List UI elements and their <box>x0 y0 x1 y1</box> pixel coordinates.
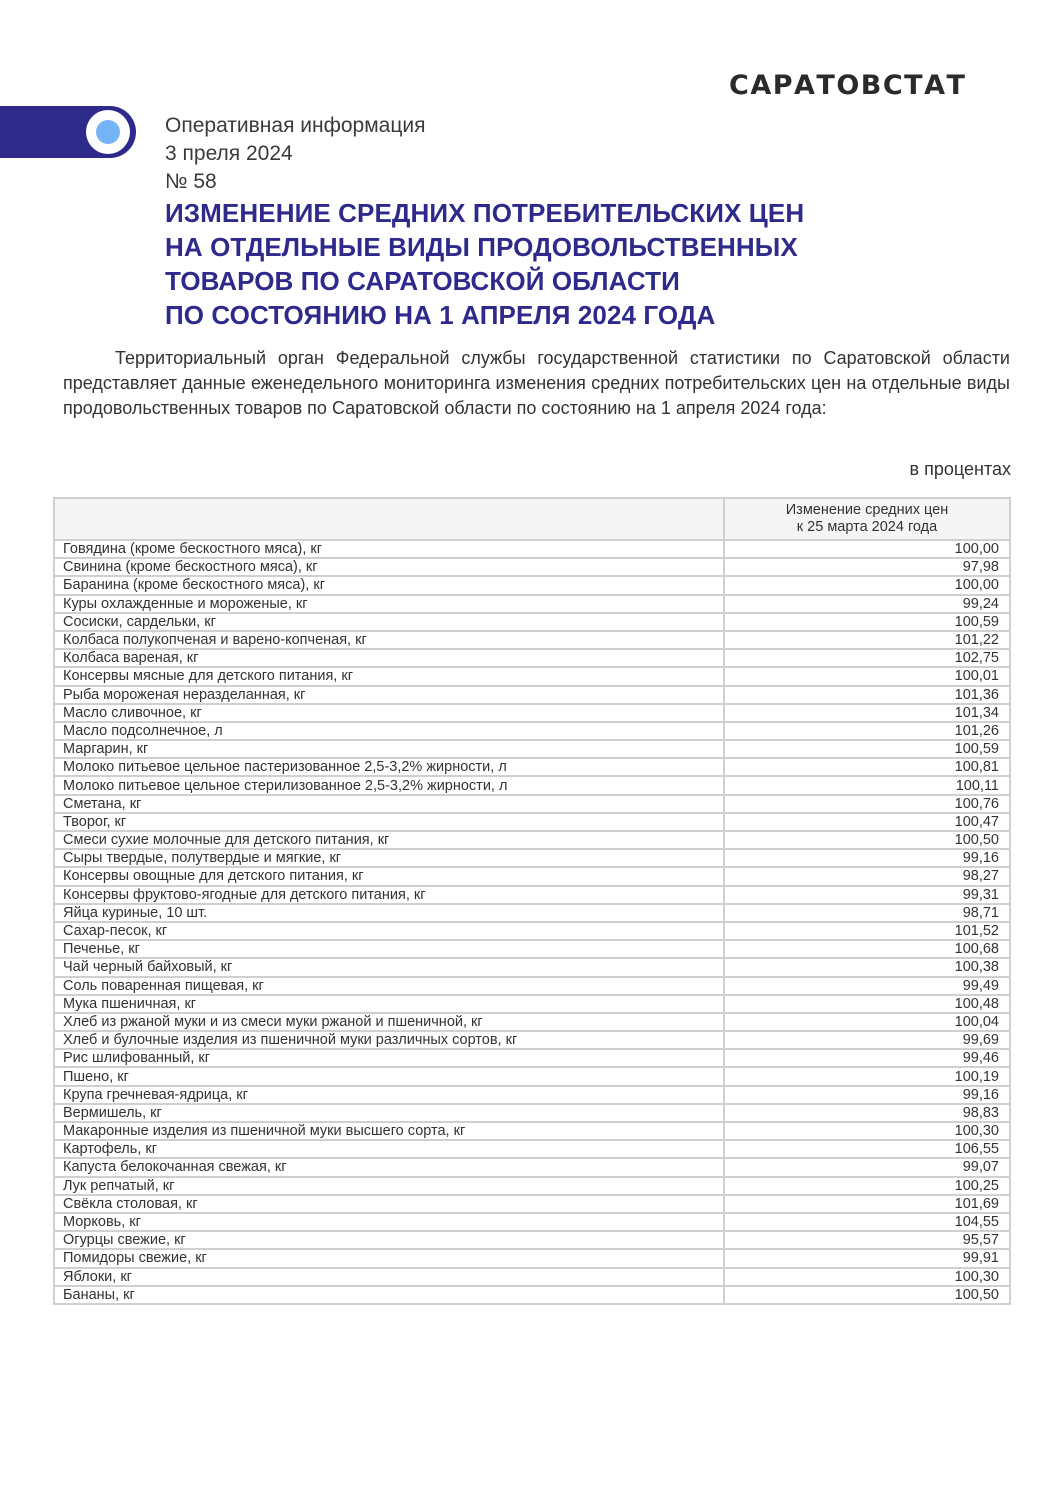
table-row <box>54 540 1010 558</box>
price-change-value: 99,91 <box>724 1249 1010 1267</box>
product-name: Рыба мороженая неразделанная, кг <box>54 686 724 704</box>
product-name: Свинина (кроме бескостного мяса), кг <box>54 558 724 576</box>
table-row <box>54 667 1010 685</box>
table-row <box>54 613 1010 631</box>
table-row <box>54 795 1010 813</box>
table-row <box>54 1286 1010 1304</box>
price-change-value: 104,55 <box>724 1213 1010 1231</box>
product-name: Колбаса вареная, кг <box>54 649 724 667</box>
product-name: Хлеб и булочные изделия из пшеничной муки различных сортов, кг <box>54 1031 724 1049</box>
table-row <box>54 922 1010 940</box>
product-name: Крупа гречневая-ядрица, кг <box>54 1086 724 1104</box>
price-change-value: 100,30 <box>724 1268 1010 1286</box>
table-row <box>54 1049 1010 1067</box>
table-row <box>54 886 1010 904</box>
price-change-value: 101,26 <box>724 722 1010 740</box>
table-row <box>54 1158 1010 1176</box>
price-change-value: 100,00 <box>724 540 1010 558</box>
price-change-value: 99,49 <box>724 977 1010 995</box>
document-kind: Оперативная информация <box>165 114 426 137</box>
product-name: Сахар-песок, кг <box>54 922 724 940</box>
price-change-value: 100,47 <box>724 813 1010 831</box>
product-name: Печенье, кг <box>54 940 724 958</box>
title-line: ТОВАРОВ ПО САРАТОВСКОЙ ОБЛАСТИ <box>165 266 680 296</box>
price-change-value: 97,98 <box>724 558 1010 576</box>
price-change-value: 101,52 <box>724 922 1010 940</box>
price-change-value: 100,25 <box>724 1177 1010 1195</box>
price-change-value: 100,04 <box>724 1013 1010 1031</box>
price-change-value: 99,07 <box>724 1158 1010 1176</box>
price-change-value: 100,30 <box>724 1122 1010 1140</box>
table-row <box>54 813 1010 831</box>
product-name: Лук репчатый, кг <box>54 1177 724 1195</box>
table-row <box>54 595 1010 613</box>
intro-paragraph <box>63 346 1010 421</box>
product-name: Рис шлифованный, кг <box>54 1049 724 1067</box>
table-row <box>54 1195 1010 1213</box>
price-change-value: 99,16 <box>724 849 1010 867</box>
price-change-value: 101,34 <box>724 704 1010 722</box>
table-row <box>54 558 1010 576</box>
product-name: Смеси сухие молочные для детского питания, кг <box>54 831 724 849</box>
product-name: Морковь, кг <box>54 1213 724 1231</box>
product-name: Помидоры свежие, кг <box>54 1249 724 1267</box>
table-row <box>54 740 1010 758</box>
table-row <box>54 722 1010 740</box>
product-name: Соль поваренная пищевая, кг <box>54 977 724 995</box>
intro-text: Территориальный орган Федеральной службы государственной статистики по Саратовской области представляет данные еженедельного мониторинга изменения средних потребительских цен на отдельные виды продовольственных товаров по Саратовской области по состоянию на 1 апреля 2024 года: <box>63 348 1010 418</box>
table-row <box>54 904 1010 922</box>
table-row <box>54 1013 1010 1031</box>
table-row <box>54 758 1010 776</box>
table-row <box>54 977 1010 995</box>
product-name: Макаронные изделия из пшеничной муки высшего сорта, кг <box>54 1122 724 1140</box>
price-change-value: 100,50 <box>724 1286 1010 1304</box>
product-name: Консервы фруктово-ягодные для детского питания, кг <box>54 886 724 904</box>
price-change-value: 100,50 <box>724 831 1010 849</box>
price-change-value: 100,38 <box>724 958 1010 976</box>
table-row <box>54 1031 1010 1049</box>
table-row <box>54 649 1010 667</box>
product-name: Говядина (кроме бескостного мяса), кг <box>54 540 724 558</box>
table-row <box>54 849 1010 867</box>
table-row <box>54 776 1010 794</box>
brand-logo-text: САРАТОВСТАТ <box>729 70 967 101</box>
product-name: Масло сливочное, кг <box>54 704 724 722</box>
product-name: Огурцы свежие, кг <box>54 1231 724 1249</box>
price-change-value: 100,01 <box>724 667 1010 685</box>
price-change-value: 100,11 <box>724 776 1010 794</box>
price-change-value: 100,48 <box>724 995 1010 1013</box>
product-name: Сметана, кг <box>54 795 724 813</box>
product-name: Вермишель, кг <box>54 1104 724 1122</box>
unit-note: в процентах <box>909 459 1011 479</box>
table-row <box>54 1140 1010 1158</box>
table-row <box>54 1231 1010 1249</box>
table-row <box>54 631 1010 649</box>
product-name: Творог, кг <box>54 813 724 831</box>
product-name: Пшено, кг <box>54 1067 724 1085</box>
table-header-row <box>54 498 1010 540</box>
title-line: ИЗМЕНЕНИЕ СРЕДНИХ ПОТРЕБИТЕЛЬСКИХ ЦЕН <box>165 198 805 228</box>
header-change-line2: к 25 марта 2024 года <box>796 519 938 535</box>
table-row <box>54 958 1010 976</box>
table-row <box>54 1086 1010 1104</box>
price-change-value: 101,69 <box>724 1195 1010 1213</box>
table-row <box>54 1104 1010 1122</box>
table-body <box>54 540 1010 1304</box>
price-change-value: 100,19 <box>724 1067 1010 1085</box>
price-change-value: 99,69 <box>724 1031 1010 1049</box>
table-row <box>54 995 1010 1013</box>
table-row <box>54 1122 1010 1140</box>
product-name: Яблоки, кг <box>54 1268 724 1286</box>
product-name: Яйца куриные, 10 шт. <box>54 904 724 922</box>
table-row <box>54 1067 1010 1085</box>
document-date: 3 преля 2024 <box>165 142 293 165</box>
table-row <box>54 576 1010 594</box>
price-change-value: 99,24 <box>724 595 1010 613</box>
product-name: Молоко питьевое цельное стерилизованное 2,5-3,2% жирности, л <box>54 776 724 794</box>
product-name: Бананы, кг <box>54 1286 724 1304</box>
product-name: Капуста белокочанная свежая, кг <box>54 1158 724 1176</box>
product-name: Чай черный байховый, кг <box>54 958 724 976</box>
table-row <box>54 1177 1010 1195</box>
table-row <box>54 686 1010 704</box>
price-change-value: 102,75 <box>724 649 1010 667</box>
price-change-value: 98,27 <box>724 867 1010 885</box>
title-line: ПО СОСТОЯНИЮ НА 1 АПРЕЛЯ 2024 ГОДА <box>165 300 716 330</box>
product-name: Сыры твердые, полутвердые и мягкие, кг <box>54 849 724 867</box>
table-row <box>54 1268 1010 1286</box>
product-name: Баранина (кроме бескостного мяса), кг <box>54 576 724 594</box>
price-change-value: 99,46 <box>724 1049 1010 1067</box>
product-name: Маргарин, кг <box>54 740 724 758</box>
price-change-value: 100,59 <box>724 740 1010 758</box>
product-name: Молоко питьевое цельное пастеризованное 2,5-3,2% жирности, л <box>54 758 724 776</box>
price-change-value: 98,71 <box>724 904 1010 922</box>
table-row <box>54 1249 1010 1267</box>
price-change-value: 100,68 <box>724 940 1010 958</box>
document-meta <box>165 112 425 196</box>
product-name: Колбаса полукопченая и варено-копченая, кг <box>54 631 724 649</box>
product-name: Куры охлажденные и мороженые, кг <box>54 595 724 613</box>
product-name: Консервы мясные для детского питания, кг <box>54 667 724 685</box>
product-name: Масло подсолнечное, л <box>54 722 724 740</box>
price-change-value: 99,16 <box>724 1086 1010 1104</box>
header-change-line1: Изменение средних цен <box>785 502 949 518</box>
product-name: Свёкла столовая, кг <box>54 1195 724 1213</box>
product-name: Мука пшеничная, кг <box>54 995 724 1013</box>
table-row <box>54 940 1010 958</box>
page-title <box>165 196 804 332</box>
title-line: НА ОТДЕЛЬНЫЕ ВИДЫ ПРОДОВОЛЬСТВЕННЫХ <box>165 232 798 262</box>
price-change-value: 101,22 <box>724 631 1010 649</box>
price-change-value: 95,57 <box>724 1231 1010 1249</box>
table-row <box>54 867 1010 885</box>
price-change-value: 99,31 <box>724 886 1010 904</box>
product-name: Консервы овощные для детского питания, кг <box>54 867 724 885</box>
price-change-value: 106,55 <box>724 1140 1010 1158</box>
price-change-value: 100,00 <box>724 576 1010 594</box>
logo-dot-icon <box>96 120 120 144</box>
document-number: № 58 <box>165 170 217 193</box>
price-change-value: 100,59 <box>724 613 1010 631</box>
product-name: Сосиски, сардельки, кг <box>54 613 724 631</box>
header-change <box>724 498 1010 540</box>
table-row <box>54 831 1010 849</box>
header-product <box>54 498 724 540</box>
price-change-value: 98,83 <box>724 1104 1010 1122</box>
table-row <box>54 704 1010 722</box>
table-row <box>54 1213 1010 1231</box>
price-change-table <box>53 497 1011 1305</box>
price-change-value: 101,36 <box>724 686 1010 704</box>
product-name: Картофель, кг <box>54 1140 724 1158</box>
product-name: Хлеб из ржаной муки и из смеси муки ржаной и пшеничной, кг <box>54 1013 724 1031</box>
price-change-value: 100,81 <box>724 758 1010 776</box>
price-change-value: 100,76 <box>724 795 1010 813</box>
